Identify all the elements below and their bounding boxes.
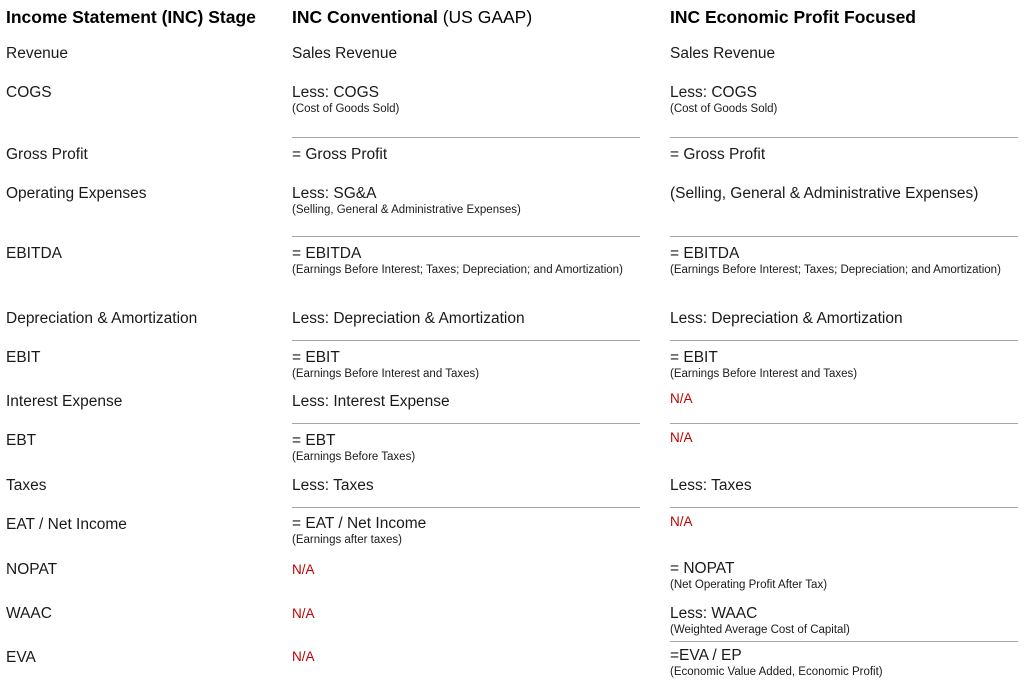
column-stage [6,0,284,27]
divider [292,236,640,237]
conventional-cell [292,562,640,579]
divider [670,340,1018,341]
cell-sub: (Cost of Goods Sold) [670,103,778,116]
stage-label: EBITDA [6,245,62,262]
cell-main: Less: Taxes [670,477,752,494]
cell-main: Less: WAAC [670,605,758,622]
economic-cell [670,430,1018,447]
column-header-conventional [292,0,640,27]
column-conventional [292,0,640,27]
cell-sub: (Economic Value Added, Economic Profit) [670,666,883,679]
cell-main: Less: Depreciation & Amortization [670,310,903,327]
cell-na: N/A [670,430,693,445]
economic-cell [670,145,1018,164]
cell-sub: (Earnings Before Interest; Taxes; Depreciation; and Amortization) [670,264,1001,277]
economic-cell [670,348,1018,382]
divider [670,507,1018,508]
divider [670,641,1018,642]
economic-cell [670,244,1018,278]
economic-cell [670,646,1018,680]
economic-cell [670,184,980,203]
economic-cell [670,476,1018,495]
stage-label: EBIT [6,349,41,366]
divider [670,137,1018,138]
column-header-economic-text: INC Economic Profit Focused [670,7,916,27]
economic-cell [670,309,1018,328]
cell-main: = Gross Profit [292,146,388,163]
column-header-stage-text: Income Statement (INC) Stage [6,7,256,27]
stage-label: Gross Profit [6,146,88,163]
cell-main: =EVA / EP [670,647,742,664]
conventional-cell [292,431,640,465]
cell-sub: (Earnings after taxes) [292,534,402,547]
conventional-cell [292,649,640,666]
stage-label: Interest Expense [6,393,123,410]
divider [292,423,640,424]
cell-na: N/A [292,649,315,664]
conventional-cell [292,309,640,328]
cell-sub: (Earnings Before Interest and Taxes) [670,368,858,381]
conventional-cell [292,348,640,382]
cell-main: = EBT [292,432,336,449]
cell-main: = EBITDA [670,245,740,262]
cell-sub: (Cost of Goods Sold) [292,103,400,116]
stage-label: COGS [6,84,52,101]
cell-na: N/A [292,606,315,621]
cell-sub: (Earnings Before Interest and Taxes) [292,368,480,381]
cell-main: = EAT / Net Income [292,515,427,532]
cell-main: Less: COGS [670,84,757,101]
cell-main: Sales Revenue [670,45,776,62]
cell-main: = Gross Profit [670,146,766,163]
conventional-cell [292,244,640,278]
conventional-cell [292,476,640,495]
cell-main: Less: COGS [292,84,379,101]
economic-cell [670,391,1018,408]
column-header-economic [670,0,1018,27]
cell-sub: (Earnings Before Interest; Taxes; Depreciation; and Amortization) [292,264,623,277]
cell-main: = EBITDA [292,245,362,262]
cell-main: Less: Depreciation & Amortization [292,310,525,327]
stage-label: EAT / Net Income [6,516,127,533]
cell-main: = NOPAT [670,560,735,577]
cell-main: Less: Taxes [292,477,374,494]
economic-cell [670,604,1018,638]
cell-na: N/A [670,391,693,406]
divider [292,507,640,508]
cell-main: Less: Interest Expense [292,393,450,410]
conventional-cell [292,44,640,63]
column-header-conventional-subtext: (US GAAP) [437,7,533,27]
column-header-stage [6,0,284,27]
divider [292,340,640,341]
conventional-cell [292,184,640,218]
conventional-cell [292,83,640,117]
economic-cell [670,559,1018,593]
economic-cell [670,514,1018,531]
stage-label: Depreciation & Amortization [6,310,198,327]
cell-main: Less: SG&A [292,185,377,202]
economic-cell [670,44,1018,63]
cell-main: = EBIT [292,349,340,366]
stage-label: Taxes [6,477,47,494]
stage-label: Operating Expenses [6,185,147,202]
stage-label: NOPAT [6,561,58,578]
cell-sub: (Selling, General & Administrative Expenses) [292,204,521,217]
stage-label: Revenue [6,45,69,62]
cell-sub: (Weighted Average Cost of Capital) [670,624,850,637]
cell-na: N/A [670,514,693,529]
column-economic [670,0,1018,27]
conventional-cell [292,606,640,623]
stage-label: WAAC [6,605,52,622]
conventional-cell [292,145,640,164]
divider [670,423,1018,424]
conventional-cell [292,514,640,548]
cell-main: (Selling, General & Administrative Expenses) [670,185,979,202]
cell-main: Sales Revenue [292,45,398,62]
conventional-cell [292,392,640,411]
divider [292,137,640,138]
divider [670,236,1018,237]
cell-na: N/A [292,562,315,577]
cell-sub: (Earnings Before Taxes) [292,451,416,464]
economic-cell [670,83,1018,117]
cell-sub: (Net Operating Profit After Tax) [670,579,828,592]
stage-label: EVA [6,649,36,666]
stage-label: EBT [6,432,37,449]
column-header-conventional-text: INC Conventional [292,7,438,27]
cell-main: = EBIT [670,349,718,366]
